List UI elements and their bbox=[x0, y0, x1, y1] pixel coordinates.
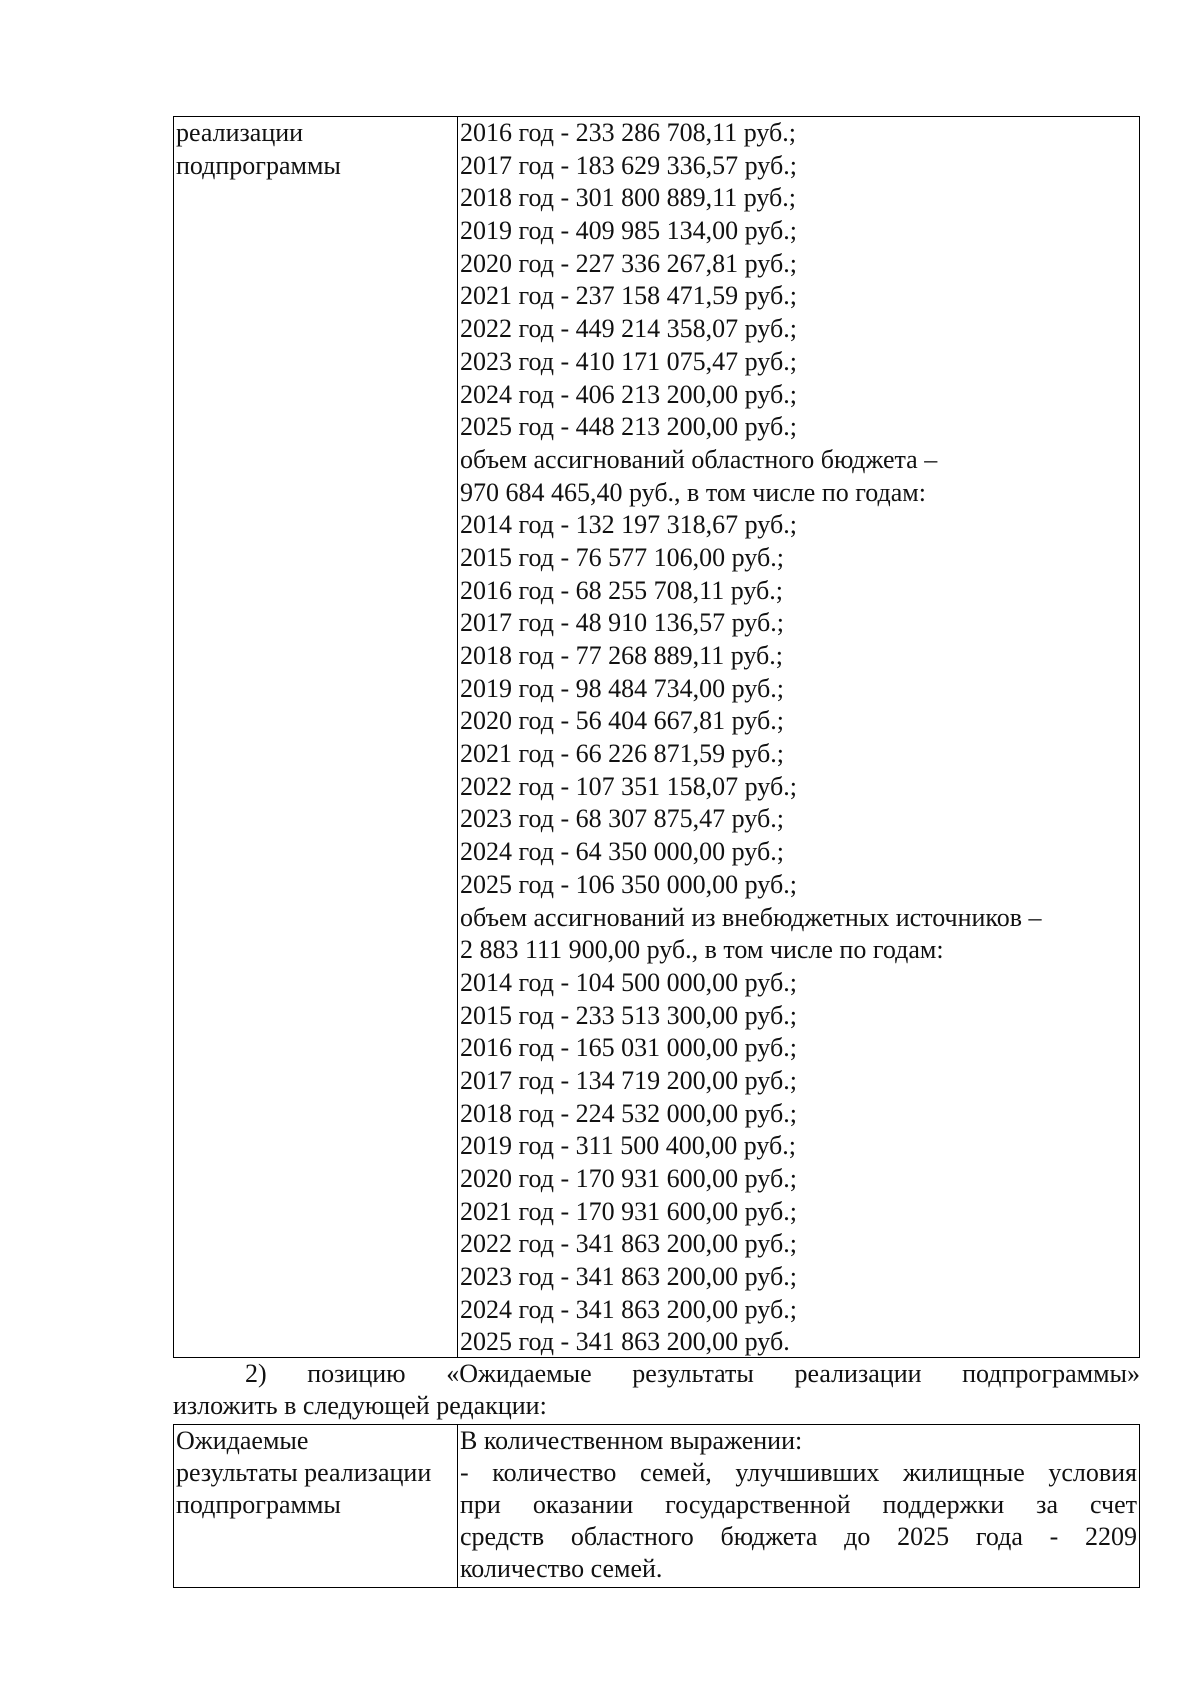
results-line: при оказании государственной поддержки за счет bbox=[460, 1490, 1137, 1519]
expected-results-label-cell bbox=[174, 1425, 458, 1587]
funding-line: 2023 год - 341 863 200,00 руб.; bbox=[460, 1262, 797, 1292]
funding-line: 2014 год - 132 197 318,67 руб.; bbox=[460, 510, 797, 540]
funding-line: 2019 год - 409 985 134,00 руб.; bbox=[460, 216, 797, 246]
funding-line: 2024 год - 64 350 000,00 руб.; bbox=[460, 837, 784, 867]
funding-line: 2025 год - 341 863 200,00 руб. bbox=[460, 1327, 790, 1357]
results-line: количество семей. bbox=[460, 1554, 663, 1583]
expected-results-table bbox=[173, 1424, 1140, 1588]
amendment-paragraph: 2) позицию «Ожидаемые результаты реализации подпрограммы» bbox=[245, 1359, 1140, 1388]
funding-line: 2016 год - 68 255 708,11 руб.; bbox=[460, 575, 783, 605]
regional-budget-heading: объем ассигнований областного бюджета – bbox=[460, 444, 938, 474]
funding-line: 2015 год - 76 577 106,00 руб.; bbox=[460, 542, 784, 572]
results-line: - количество семей, улучшивших жилищные условия bbox=[460, 1458, 1137, 1487]
funding-line: 2025 год - 448 213 200,00 руб.; bbox=[460, 412, 797, 442]
funding-line: 2025 год - 106 350 000,00 руб.; bbox=[460, 869, 797, 899]
label-line: подпрограммы bbox=[176, 150, 341, 180]
funding-line: 2019 год - 98 484 734,00 руб.; bbox=[460, 673, 784, 703]
funding-line: 2024 год - 406 213 200,00 руб.; bbox=[460, 379, 797, 409]
results-line: средств областного бюджета до 2025 года - 2209 bbox=[460, 1522, 1137, 1551]
funding-line: 2023 год - 68 307 875,47 руб.; bbox=[460, 804, 784, 834]
extrabudgetary-heading: объем ассигнований из внебюджетных источников – bbox=[460, 902, 1042, 932]
funding-line: 2017 год - 48 910 136,57 руб.; bbox=[460, 608, 784, 638]
funding-line: 2021 год - 170 931 600,00 руб.; bbox=[460, 1196, 797, 1226]
funding-line: 2022 год - 107 351 158,07 руб.; bbox=[460, 771, 797, 801]
funding-line: 2017 год - 134 719 200,00 руб.; bbox=[460, 1065, 797, 1095]
funding-line: 2020 год - 56 404 667,81 руб.; bbox=[460, 706, 784, 736]
funding-line: 2021 год - 237 158 471,59 руб.; bbox=[460, 281, 797, 311]
funding-line: 2018 год - 224 532 000,00 руб.; bbox=[460, 1098, 797, 1128]
results-heading: В количественном выражении: bbox=[460, 1426, 803, 1455]
label-line: реализации bbox=[176, 118, 304, 147]
funding-line: 2015 год - 233 513 300,00 руб.; bbox=[460, 1000, 797, 1030]
funding-line: 2019 год - 311 500 400,00 руб.; bbox=[460, 1131, 796, 1161]
funding-line: 2020 год - 227 336 267,81 руб.; bbox=[460, 248, 797, 278]
label-line: Ожидаемые bbox=[176, 1426, 309, 1455]
funding-line: 2023 год - 410 171 075,47 руб.; bbox=[460, 346, 797, 376]
funding-line: 2021 год - 66 226 871,59 руб.; bbox=[460, 739, 784, 769]
funding-line: 2022 год - 449 214 358,07 руб.; bbox=[460, 314, 797, 344]
extrabudgetary-total: 2 883 111 900,00 руб., в том числе по годам: bbox=[460, 935, 944, 965]
funding-line: 2020 год - 170 931 600,00 руб.; bbox=[460, 1164, 797, 1193]
funding-line: 2022 год - 341 863 200,00 руб.; bbox=[460, 1229, 797, 1259]
funding-line: 2024 год - 341 863 200,00 руб.; bbox=[460, 1294, 797, 1324]
expected-results-value-cell bbox=[458, 1425, 1139, 1587]
amendment-paragraph-continuation: изложить в следующей редакции: bbox=[173, 1391, 547, 1420]
label-line: подпрограммы bbox=[176, 1490, 341, 1519]
funding-line: 2018 год - 301 800 889,11 руб.; bbox=[460, 183, 796, 213]
funding-line: 2014 год - 104 500 000,00 руб.; bbox=[460, 967, 797, 997]
funding-line: 2016 год - 233 286 708,11 руб.; bbox=[460, 118, 796, 147]
funding-table bbox=[173, 116, 1140, 1358]
funding-line: 2016 год - 165 031 000,00 руб.; bbox=[460, 1033, 797, 1063]
label-line: результаты реализации bbox=[176, 1458, 432, 1487]
funding-line: 2017 год - 183 629 336,57 руб.; bbox=[460, 150, 797, 180]
funding-line: 2018 год - 77 268 889,11 руб.; bbox=[460, 641, 783, 670]
regional-budget-total: 970 684 465,40 руб., в том числе по годам: bbox=[460, 477, 926, 507]
funding-table-value-cell bbox=[458, 117, 1139, 1357]
funding-table-label-cell bbox=[174, 117, 458, 1357]
